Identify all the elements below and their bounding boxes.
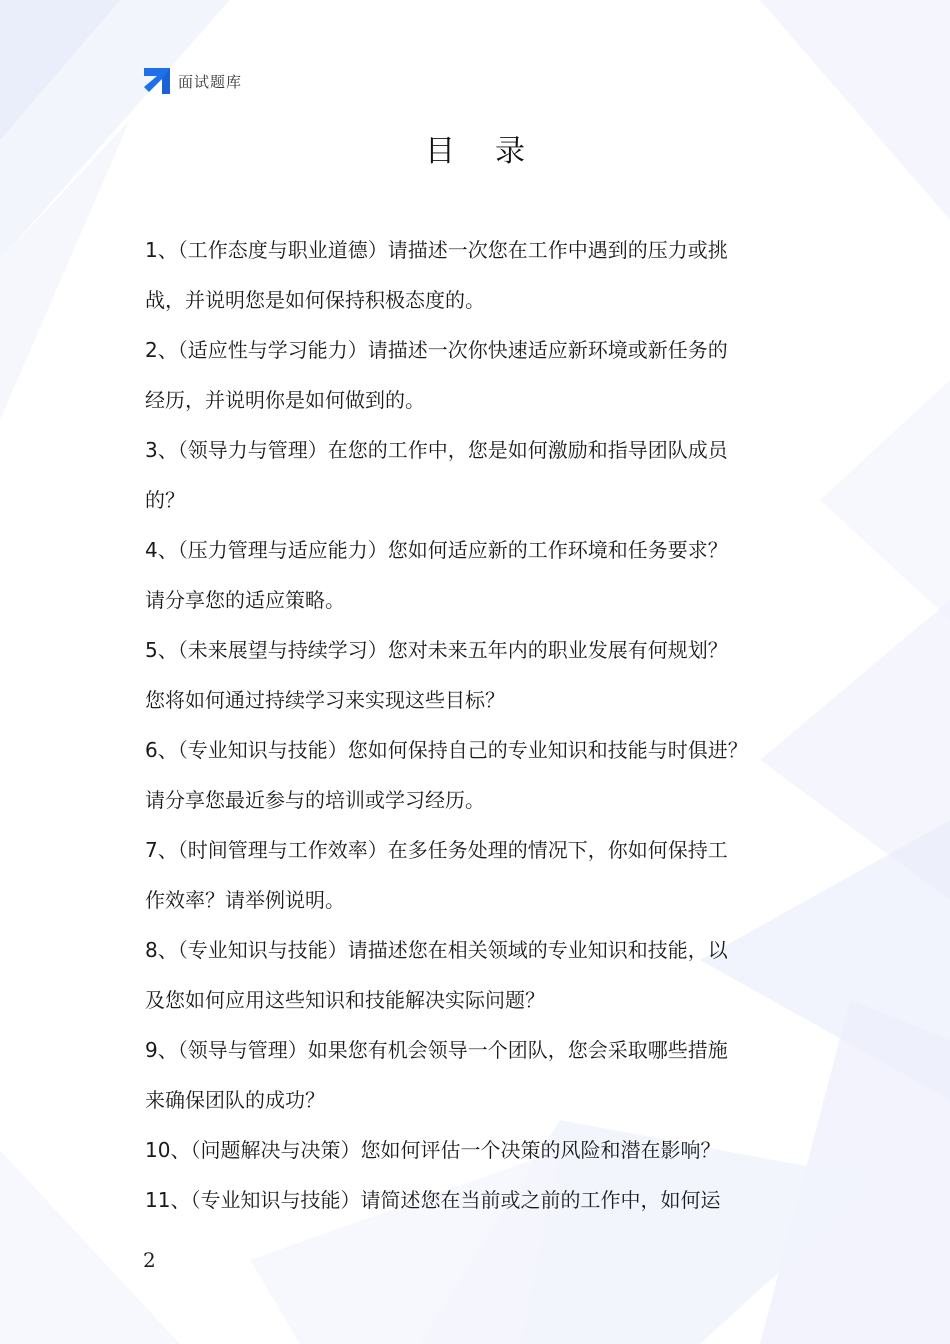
table-of-contents	[145, 225, 820, 1225]
toc-line: 经历，并说明你是如何做到的。	[145, 388, 425, 412]
toc-line: 的？	[145, 488, 185, 512]
page-number: 2	[143, 1248, 156, 1272]
toc-line: 5、（未来展望与持续学习）您对未来五年内的职业发展有何规划？	[145, 638, 728, 662]
toc-line: 6、（专业知识与技能）您如何保持自己的专业知识和技能与时俱进？	[145, 738, 748, 762]
toc-line: 来确保团队的成功？	[145, 1088, 325, 1112]
toc-line: 7、（时间管理与工作效率）在多任务处理的情况下，你如何保持工	[145, 838, 728, 862]
toc-line: 2、（适应性与学习能力）请描述一次你快速适应新环境或新任务的	[145, 338, 728, 362]
arrow-up-right-icon	[144, 68, 170, 94]
toc-line: 及您如何应用这些知识和技能解决实际问题？	[145, 988, 545, 1012]
toc-line: 作效率？请举例说明。	[145, 888, 345, 912]
toc-line: 1、（工作态度与职业道德）请描述一次您在工作中遇到的压力或挑	[145, 238, 728, 262]
toc-line: 请分享您最近参与的培训或学习经历。	[145, 788, 485, 812]
page-header	[144, 68, 242, 94]
toc-line: 9、（领导与管理）如果您有机会领导一个团队，您会采取哪些措施	[145, 1038, 728, 1062]
toc-line: 11、（专业知识与技能）请简述您在当前或之前的工作中，如何运	[145, 1188, 721, 1212]
toc-line: 您将如何通过持续学习来实现这些目标？	[145, 688, 505, 712]
toc-line: 战，并说明您是如何保持积极态度的。	[145, 288, 485, 312]
toc-line: 4、（压力管理与适应能力）您如何适应新的工作环境和任务要求？	[145, 538, 728, 562]
toc-line: 3、（领导力与管理）在您的工作中，您是如何激励和指导团队成员	[145, 438, 728, 462]
page-title: 目录	[425, 134, 565, 169]
toc-line: 8、（专业知识与技能）请描述您在相关领域的专业知识和技能，以	[145, 938, 728, 962]
brand-text: 面试题库	[178, 72, 243, 91]
toc-line: 10、（问题解决与决策）您如何评估一个决策的风险和潜在影响？	[145, 1138, 721, 1162]
toc-line: 请分享您的适应策略。	[145, 588, 345, 612]
